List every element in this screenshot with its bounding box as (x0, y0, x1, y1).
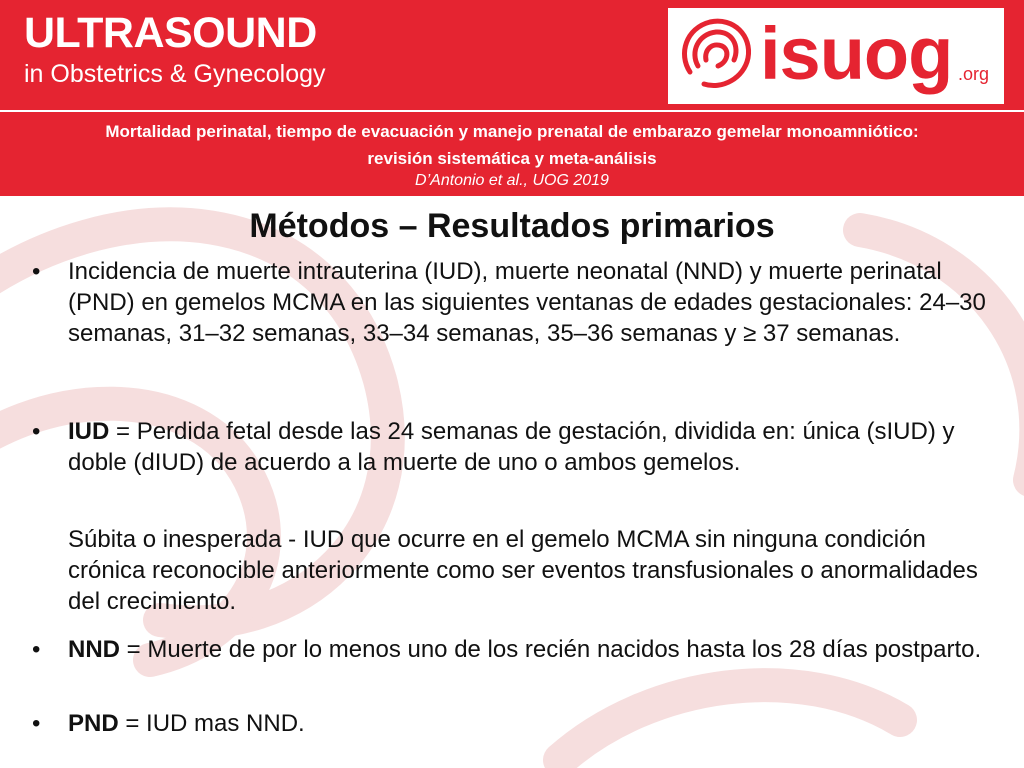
logo-wordmark: isuog (760, 12, 953, 95)
definition-nnd: = Muerte de por lo menos uno de los recién nacidos hasta los 28 días postparto. (120, 636, 982, 663)
article-title-line1: Mortalidad perinatal, tiempo de evacuación y manejo prenatal de embarazo gemelar monoamniótico: (105, 122, 919, 141)
bullet-dot: • (32, 418, 41, 445)
definition-pnd: = IUD mas NND. (118, 710, 305, 737)
article-citation: D’Antonio et al., UOG 2019 (415, 172, 609, 189)
bullet-text-wrap (68, 416, 998, 478)
article-title-line2: revisión sistemática y meta-análisis (367, 149, 657, 168)
iud-subita-paragraph: Súbita o inesperada - IUD que ocurre en el gemelo MCMA sin ninguna condición crónica reconocible anteriormente como ser eventos transfusionales o anormalidades del crecimiento. (68, 526, 978, 615)
definition-iud: = Perdida fetal desde las 24 semanas de gestación, dividida en: única (sIUD) y doble (dIUD) de acuerdo a la muerte de uno o ambos gemelos. (68, 418, 955, 476)
slide-content (0, 196, 1024, 768)
bullet-dot: • (32, 258, 41, 285)
term-iud: IUD (68, 418, 110, 445)
term-nnd: NND (68, 636, 120, 663)
journal-title: ULTRASOUND (24, 9, 317, 57)
term-pnd: PND (68, 710, 119, 737)
journal-header (0, 0, 1024, 110)
bullet-dot: • (32, 636, 41, 663)
bullet-dot: • (32, 710, 41, 737)
slide-title: Métodos – Resultados primarios (249, 207, 775, 245)
logo-domain: .org (958, 64, 990, 84)
isuog-logo (668, 8, 1004, 104)
article-banner (0, 112, 1024, 196)
bullet-text-wrap (68, 708, 998, 739)
fetus-swirl-icon (676, 14, 756, 94)
bullet-text: Incidencia de muerte intrauterina (IUD), muerte neonatal (NND) y muerte perinatal (PND) en gemelos MCMA en las siguientes ventanas de edades gestacionales: 24–30 semanas, 31–32 semanas, 33–34 semanas, 35–36 semanas y ≥ 37 semanas. (68, 258, 986, 347)
journal-subtitle: in Obstetrics & Gynecology (24, 60, 326, 88)
bullet-text-wrap (68, 634, 998, 665)
